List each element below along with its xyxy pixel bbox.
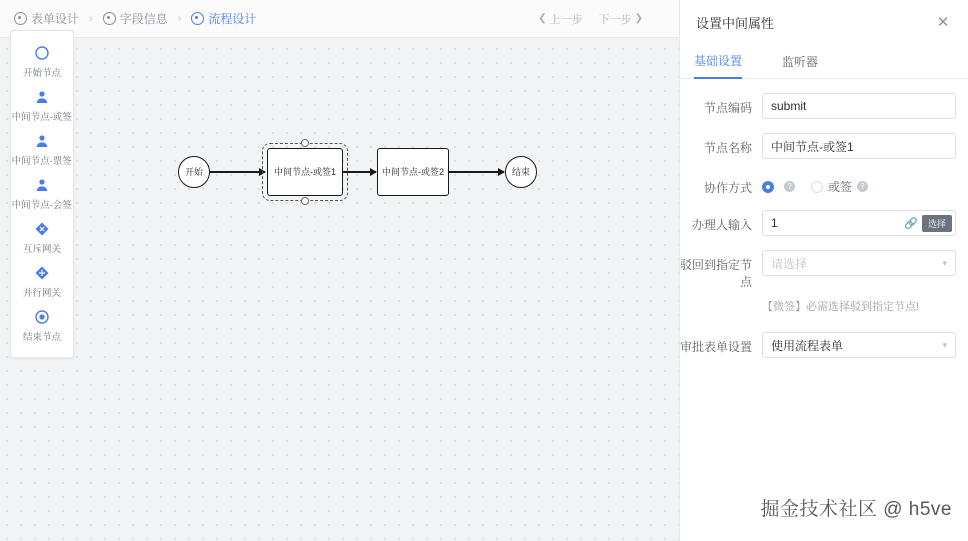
collaboration-option-2[interactable] (811, 178, 868, 195)
field-label: 节点编码 (703, 101, 752, 115)
step-label: 字段信息 (119, 12, 168, 26)
node-palette (10, 30, 74, 358)
flow-node-label: 结束 (511, 166, 530, 177)
collaboration-radio-group (762, 173, 956, 195)
collaboration-option-1[interactable] (762, 181, 795, 193)
palette-item-label: 中间节点-票签 (11, 156, 73, 167)
chevron-right-icon: ❯ (634, 13, 643, 24)
step-flow-design[interactable] (187, 8, 260, 29)
flow-edge[interactable] (210, 171, 265, 173)
field-handler-input (680, 210, 956, 236)
prev-step-button[interactable] (534, 9, 586, 29)
field-label: 审批表单设置 (680, 340, 753, 354)
properties-panel (679, 0, 968, 541)
panel-title: 设置中间属性 (696, 16, 775, 31)
step-dot-icon (14, 12, 27, 25)
step-separator-icon: › (177, 12, 182, 25)
flow-edge[interactable] (449, 171, 504, 173)
flow-node-task-2[interactable] (377, 148, 449, 196)
flow-node-start[interactable] (178, 156, 210, 188)
field-node-code (680, 93, 956, 119)
field-approve-form (680, 332, 956, 358)
node-code-input[interactable] (762, 93, 956, 119)
step-dot-icon (191, 12, 204, 25)
palette-item-label: 开始节点 (23, 68, 61, 79)
field-collaboration (680, 173, 956, 196)
link-icon[interactable]: 🔗 (904, 217, 918, 230)
next-step-button[interactable] (595, 9, 647, 29)
topbar (0, 0, 679, 38)
node-handle-top-icon[interactable] (301, 139, 309, 147)
step-label: 表单设计 (31, 12, 80, 26)
diamond-plus-icon (34, 265, 50, 281)
palette-item-label: 互斥网关 (23, 244, 61, 255)
step-form-design[interactable] (10, 8, 83, 29)
approve-form-select[interactable] (762, 332, 956, 358)
flow-edge[interactable] (343, 171, 376, 173)
rollback-hint: 【微签】必需选择驳到指定节点! (762, 301, 920, 313)
properties-form (680, 79, 968, 358)
user-icon (34, 133, 50, 149)
user-icon (34, 89, 50, 105)
field-label: 办理人输入 (691, 218, 752, 232)
step-field-info[interactable] (99, 8, 172, 29)
approve-form-value: 使用流程表单 (771, 338, 844, 353)
radio-icon (811, 181, 823, 193)
field-label: 协作方式 (703, 181, 752, 195)
radio-icon (762, 181, 774, 193)
tab-basic-settings[interactable] (694, 45, 742, 79)
flow-node-label: 开始 (184, 166, 203, 177)
next-step-label: 下一步 (598, 13, 632, 26)
radio-label: 或签 (828, 180, 853, 194)
user-icon (34, 177, 50, 193)
flow-node-end[interactable] (505, 156, 537, 188)
rollback-node-select[interactable] (762, 250, 956, 276)
flow-diagram (178, 140, 548, 210)
node-name-input[interactable] (762, 133, 956, 159)
palette-item-mid-node-ticket[interactable] (11, 127, 73, 171)
step-dot-icon (103, 12, 116, 25)
palette-item-parallel-gateway[interactable] (11, 259, 73, 303)
palette-item-label: 中间节点-或签 (11, 112, 73, 123)
prev-step-label: 上一步 (549, 13, 583, 26)
help-icon[interactable]: ? (784, 181, 795, 192)
chevron-left-icon: ❮ (538, 13, 547, 24)
chevron-down-icon: ▾ (942, 257, 947, 268)
diamond-x-icon (34, 221, 50, 237)
palette-item-label: 并行网关 (23, 288, 61, 299)
topbar-actions (534, 9, 669, 29)
palette-item-label: 结束节点 (23, 332, 61, 343)
panel-header (680, 0, 968, 45)
handler-input-suffix (904, 215, 952, 232)
help-icon[interactable]: ? (857, 181, 868, 192)
tab-label: 基础设置 (694, 54, 743, 68)
step-separator-icon: › (89, 12, 93, 25)
field-node-name (680, 133, 956, 159)
flow-node-task-1[interactable] (267, 148, 343, 196)
tab-label: 监听器 (782, 55, 819, 69)
circle-ring-icon (34, 309, 50, 325)
palette-item-start-node[interactable] (11, 39, 73, 83)
panel-tabs (680, 45, 968, 79)
rollback-node-placeholder: 请选择 (771, 256, 808, 271)
palette-item-exclusive-gateway[interactable] (11, 215, 73, 259)
step-label: 流程设计 (208, 12, 257, 26)
field-label: 节点名称 (703, 141, 752, 155)
node-handle-bottom-icon[interactable] (301, 197, 309, 205)
palette-item-end-node[interactable] (11, 303, 73, 347)
select-handler-button[interactable]: 选择 (922, 215, 952, 232)
flow-node-label: 中间节点-或签1 (273, 166, 336, 177)
field-label: 驳回到指定节点 (680, 258, 753, 289)
field-rollback-node (680, 250, 956, 290)
close-icon[interactable]: ✕ (934, 14, 952, 32)
palette-item-mid-node-countersign[interactable] (11, 171, 73, 215)
palette-item-mid-node-or[interactable] (11, 83, 73, 127)
tab-listener[interactable] (782, 45, 818, 79)
circle-icon (34, 45, 50, 61)
step-breadcrumb (10, 8, 260, 29)
chevron-down-icon: ▾ (942, 339, 947, 350)
watermark: 掘金技术社区 @ h5ve (760, 499, 952, 520)
flow-node-label: 中间节点-或签2 (381, 166, 444, 177)
palette-item-label: 中间节点-会签 (11, 200, 73, 211)
